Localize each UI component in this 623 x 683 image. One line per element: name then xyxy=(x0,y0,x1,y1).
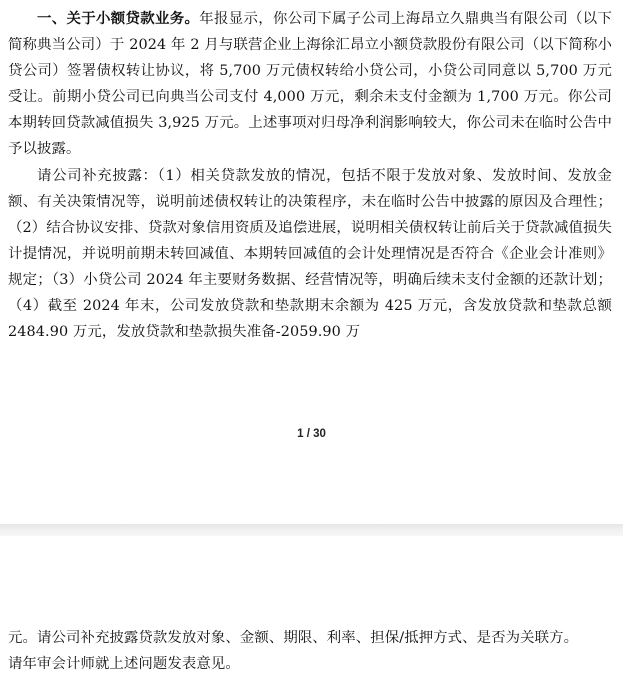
paragraph-1-text: 年报显示，你公司下属子公司上海昂立久鼎典当有限公司（以下简称典当公司）于 2024 年 2 月与联营企业上海徐汇昂立小额贷款股份有限公司（以下简称小贷公司）签署债权转让协议，将 5,700 万元债权转给小贷公司，小贷公司同意以 5,700 万元受让。前期小贷公司已向典当公司支付 4,000 万元，剩余未支付金额为 1,700 万元。你公司本期转回贷款减值损失 3,925 万元。上述事项对归母净利润影响较大，你公司未在临时公告中予以披露。 xyxy=(8,11,612,158)
paragraph-auditor-opinion xyxy=(8,651,612,677)
section-heading: 一、关于小额贷款业务。 xyxy=(37,11,200,27)
paragraph-continuation xyxy=(8,625,612,651)
page-2-body xyxy=(8,625,612,677)
continuation-text: 元。请公司补充披露贷款发放对象、金额、期限、利率、担保/抵押方式、是否为关联方。 xyxy=(8,630,579,646)
paragraph-2-text: 请公司补充披露：（1）相关贷款发放的情况，包括不限于发放对象、发放时间、发放金额、有关决策情况等，说明前述债权转让的决策程序，未在临时公告中披露的原因及合理性；（2）结合协议安排、贷款对象信用资质及追偿进展，说明相关债权转让前后关于贷款减值损失计提情况，并说明前期未转回减值、本期转回减值的会计处理情况是否符合《企业会计准则》规定；（3）小贷公司 2024 年主要财务数据、经营情况等，明确后续未支付金额的还款计划；（4）截至 2024 年末，公司发放贷款和垫款期末余额为 425 万元，含发放贷款和垫款总额 2484.90 万元，发放贷款和垫款损失准备-2059.90 万 xyxy=(8,167,612,341)
page-1-body xyxy=(8,6,612,345)
paragraph-3-text: 请年审会计师就上述问题发表意见。 xyxy=(8,656,240,673)
paragraph-disclosure-request xyxy=(8,163,612,346)
paragraph-small-loan-business xyxy=(8,6,612,163)
page-separator xyxy=(0,524,623,536)
page-number: 1 / 30 xyxy=(297,428,326,440)
document-page-2 xyxy=(0,536,623,683)
